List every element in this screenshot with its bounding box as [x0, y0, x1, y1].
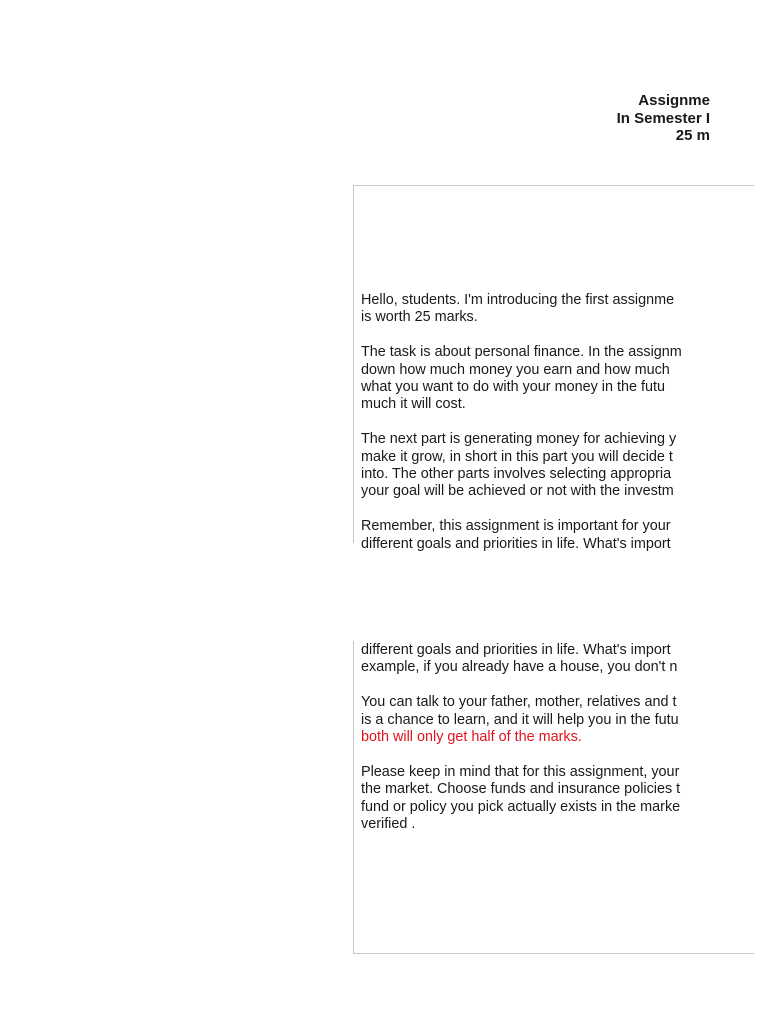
text-line: down how much money you earn and how much — [361, 361, 670, 378]
penalty-warning-text: both will only get half of the marks. — [361, 729, 582, 746]
text-line: verified . — [361, 816, 416, 833]
page-frame-2 — [353, 641, 754, 954]
page-frame-1 — [353, 185, 754, 552]
text-line: make it grow, in short in this part you will decide t — [361, 448, 673, 465]
heading-semester: In Semester I — [616, 109, 710, 127]
market-paragraph — [361, 764, 754, 834]
heading-title: Assignme — [638, 92, 710, 109]
text-line: different goals and priorities in life. What's import — [361, 642, 671, 658]
text-line: is worth 25 marks. — [361, 309, 478, 326]
text-line: The task is about personal finance. In the assignm — [361, 344, 682, 361]
text-line: You can talk to your father, mother, relatives and t — [361, 694, 677, 711]
text-line: into. The other parts involves selecting appropria — [361, 466, 672, 483]
priorities-paragraph — [361, 642, 754, 677]
page-1-text — [361, 292, 754, 570]
remember-paragraph — [361, 518, 754, 553]
text-line: example, if you already have a house, you don't n — [361, 659, 678, 676]
text-line: Remember, this assignment is important for your — [361, 518, 671, 535]
heading-marks: 25 m — [675, 127, 710, 144]
talk-paragraph — [361, 694, 754, 746]
intro-paragraph — [361, 292, 754, 327]
text-line: Hello, students. I'm introducing the first assignme — [361, 292, 675, 308]
text-line: much it will cost. — [361, 396, 466, 413]
task-paragraph — [361, 344, 754, 414]
text-line: The next part is generating money for achieving y — [361, 431, 677, 448]
text-line: your goal will be achieved or not with the investm — [361, 483, 674, 500]
text-line: is a chance to learn, and it will help you in the futu — [361, 711, 679, 728]
assignment-heading — [617, 92, 710, 145]
text-line: what you want to do with your money in the futu — [361, 379, 665, 396]
text-line: Please keep in mind that for this assignment, your — [361, 763, 680, 780]
text-line: the market. Choose funds and insurance policies t — [361, 781, 681, 798]
page-2-text — [361, 642, 754, 851]
text-line: different goals and priorities in life. What's import — [361, 535, 671, 552]
text-line: fund or policy you pick actually exists in the marke — [361, 798, 681, 815]
next-part-paragraph — [361, 431, 754, 501]
